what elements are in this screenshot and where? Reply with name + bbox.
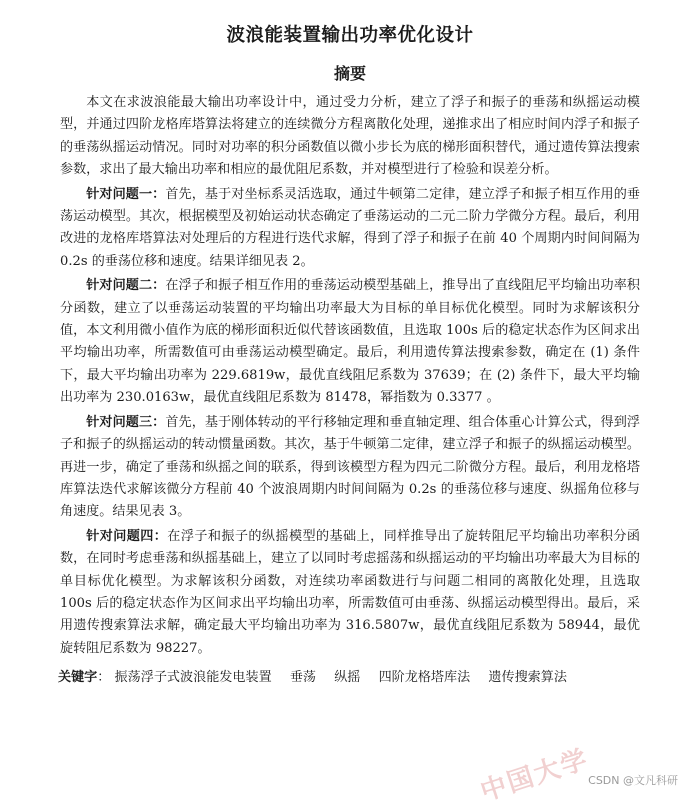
paragraph-lead: 针对问题二：	[86, 278, 166, 294]
abstract-paragraph-problem-2	[60, 275, 640, 409]
abstract-paragraph-problem-4	[60, 526, 640, 660]
keyword-item: 四阶龙格塔库法	[378, 670, 471, 686]
paragraph-text: 在浮子和振子的纵摇模型的基础上，同样推导出了旋转阻尼平均输出功率积分函数，在同时考虑垂荡和纵摇基础上，建立了以同时考虑摇荡和纵摇运动的平均输出功率最大为目标的单目标优化模型。为求解该积分函数，对连续功率函数进行与问题二相同的离散化处理，且选取 100s 后的稳定状态作为区间求出平均输出功率，所需数值可由垂荡、纵摇运动模型得出。最后，采用遗传搜索算法求解，确定最大平均输出功率为 316.5807w，最优直线阻尼系数为 58944，最优旋转阻尼系数为 98227。	[60, 528, 640, 656]
paragraph-lead: 针对问题一：	[86, 186, 166, 202]
abstract-paragraph-problem-3	[60, 412, 640, 524]
keywords-line	[58, 668, 640, 688]
paragraph-lead: 针对问题四：	[86, 528, 168, 544]
keyword-item: 垂荡	[289, 670, 317, 686]
footer-credit: CSDN @文凡科研	[588, 774, 678, 787]
watermark: 中国大学	[476, 744, 593, 808]
abstract-heading: 摘要	[333, 64, 366, 83]
abstract-paragraph-intro	[60, 92, 640, 182]
keywords-colon: ：	[97, 670, 111, 686]
paragraph-lead: 针对问题三：	[86, 414, 166, 430]
paragraph-text: 首先，基于对坐标系灵活选取，通过牛顿第二定律，建立浮子和振子相互作用的垂荡运动模型。其次，根据模型及初始运动状态确定了垂荡运动的二元二阶力学微分方程。最后，利用改进的龙格库塔算法对处理后的方程进行迭代求解，得到了浮子和振子在前 40 个周期内时间间隔为 0.2s 的垂荡位移和速度。结果详细见表 2。	[60, 186, 641, 269]
document-title: 波浪能装置输出功率优化设计	[226, 25, 474, 46]
paragraph-text: 首先，基于刚体转动的平行移轴定理和垂直轴定理、组合体重心计算公式，得到浮子和振子的纵摇运动的转动惯量函数。其次，基于牛顿第二定律，建立浮子和振子的纵摇运动模型。再进一步，确定了垂荡和纵摇之间的联系，得到该模型方程为四元二阶微分方程。最后，利用龙格塔库算法迭代求解该微分方程前 40 个波浪周期内时间间隔为 0.2s 的垂荡位移与速度、纵摇角位移与角速度。结果见表 3。	[60, 414, 641, 520]
keyword-item: 振荡浮子式波浪能发电装置	[114, 670, 272, 686]
abstract-paragraph-problem-1	[60, 184, 640, 274]
keywords-label: 关键字	[58, 670, 98, 686]
keyword-item: 遗传搜索算法	[488, 670, 567, 686]
paragraph-text: 本文在求波浪能最大输出功率设计中，通过受力分析，建立了浮子和振子的垂荡和纵摇运动模型，并通过四阶龙格库塔算法将建立的连续微分方程离散化处理，递推求出了相应时间内浮子和振子的垂荡纵摇运动情况。同时对功率的积分函数值以微小步长为底的梯形面积替代，通过遗传算法搜索参数，求出了最大输出功率和相应的最优阻尼系数，并对模型进行了检验和误差分析。	[60, 95, 640, 178]
paragraph-text: 在浮子和振子相互作用的垂荡运动模型基础上，推导出了直线阻尼平均输出功率积分函数，建立了以垂荡运动装置的平均输出功率最大为目标的单目标优化模型。同时为求解该积分值，本文利用微小值作为底的梯形面积近似代替该函数值，且选取 100s 后的稳定状态作为区间求出平均输出功率，所需数值可由垂荡运动模型确定。最后，利用遗传算法搜索参数，确定在 (1) 条件下，最大平均输出功率为 229.6819w，最优直线阻尼系数为 37639；在 (2) 条件下，最大平均输出功率为 230.0163w，最优直线阻尼系数为 81478，幂指数为 0.3377 。	[60, 278, 641, 406]
keyword-item: 纵摇	[334, 670, 361, 686]
